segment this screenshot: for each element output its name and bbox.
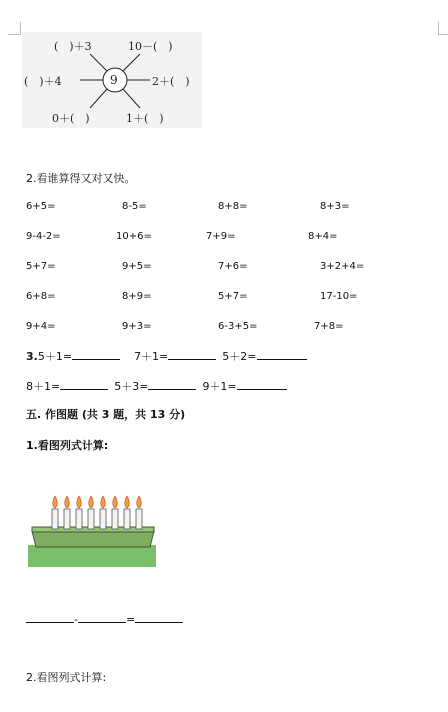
problem: 8+8= (218, 201, 248, 212)
problem: 6-3+5= (218, 321, 258, 332)
answer-blank[interactable] (237, 379, 287, 390)
fill-blank-line-4 (26, 378, 287, 394)
problem: 9-4-2= (26, 231, 61, 242)
problem: 7+9= (206, 231, 236, 242)
grass-ground (28, 545, 156, 567)
answer-blank[interactable] (78, 612, 126, 623)
blank-problem: 5＋2= (222, 350, 257, 363)
wheel-label-right: 2＋( ) (152, 75, 190, 88)
wheel-spoke-top-right (123, 54, 140, 71)
problem: 10+6= (116, 231, 152, 242)
wheel-label-top-right: 10－( ) (128, 40, 173, 53)
question-number: 3. (26, 350, 38, 363)
blank-problem: 5＋3= (114, 380, 149, 393)
problem: 7+6= (218, 261, 248, 272)
problem: 6+5= (26, 201, 56, 212)
blank-problem: 7＋1= (134, 350, 169, 363)
section5-title: 五. 作图题 (共 3 题，共 13 分) (26, 408, 186, 421)
blank-problem: 8＋1= (26, 380, 61, 393)
answer-blank[interactable] (257, 349, 307, 360)
candles-group (52, 509, 142, 529)
problem: 8+9= (122, 291, 152, 302)
problem: 3+2+4= (320, 261, 365, 272)
equation-blanks (26, 612, 183, 626)
page-corner-mark-left (8, 22, 21, 35)
fill-blank-line-3 (26, 348, 307, 364)
problem: 5+7= (218, 291, 248, 302)
answer-blank[interactable] (168, 349, 216, 360)
flames-group (53, 496, 142, 508)
birthday-candles-image (28, 491, 156, 567)
section2-title: 2.看谁算得又对又快。 (26, 172, 136, 185)
wheel-label-top-left: ( )＋3 (54, 40, 92, 53)
answer-blank[interactable] (72, 349, 120, 360)
problem: 9+5= (122, 261, 152, 272)
wheel-spoke-bottom-right (123, 89, 140, 108)
problem: 8+3= (320, 201, 350, 212)
page-corner-mark-right (438, 22, 448, 35)
answer-blank[interactable] (26, 612, 74, 623)
section5-question-2: 2.看图列式计算: (26, 671, 107, 684)
problem: 9+4= (26, 321, 56, 332)
problem: 8+4= (308, 231, 338, 242)
blank-problem: 9＋1= (202, 380, 237, 393)
section5-question-1: 1.看图列式计算: (26, 439, 109, 452)
problem: 9+3= (122, 321, 152, 332)
wheel-label-bottom-left: 0＋( ) (52, 112, 90, 125)
wheel-label-bottom-right: 1＋( ) (126, 112, 164, 125)
answer-blank[interactable] (135, 612, 183, 623)
problem: 7+8= (314, 321, 344, 332)
problem: 5+7= (26, 261, 56, 272)
wheel-label-left: ( )＋4 (24, 75, 62, 88)
wheel-spoke-top-left (90, 54, 107, 71)
equals-sign: = (125, 613, 136, 626)
number-wheel-figure (22, 32, 202, 128)
answer-blank[interactable] (60, 379, 108, 390)
problem: 17-10= (320, 291, 358, 302)
minus-sign: - (74, 613, 78, 626)
cake-base (32, 531, 154, 547)
blank-problem: 5＋1= (37, 350, 73, 363)
wheel-center-number: 9 (110, 73, 118, 87)
answer-blank[interactable] (148, 379, 196, 390)
wheel-spoke-bottom-left (90, 89, 107, 108)
problem: 8-5= (122, 201, 147, 212)
problem: 6+8= (26, 291, 56, 302)
